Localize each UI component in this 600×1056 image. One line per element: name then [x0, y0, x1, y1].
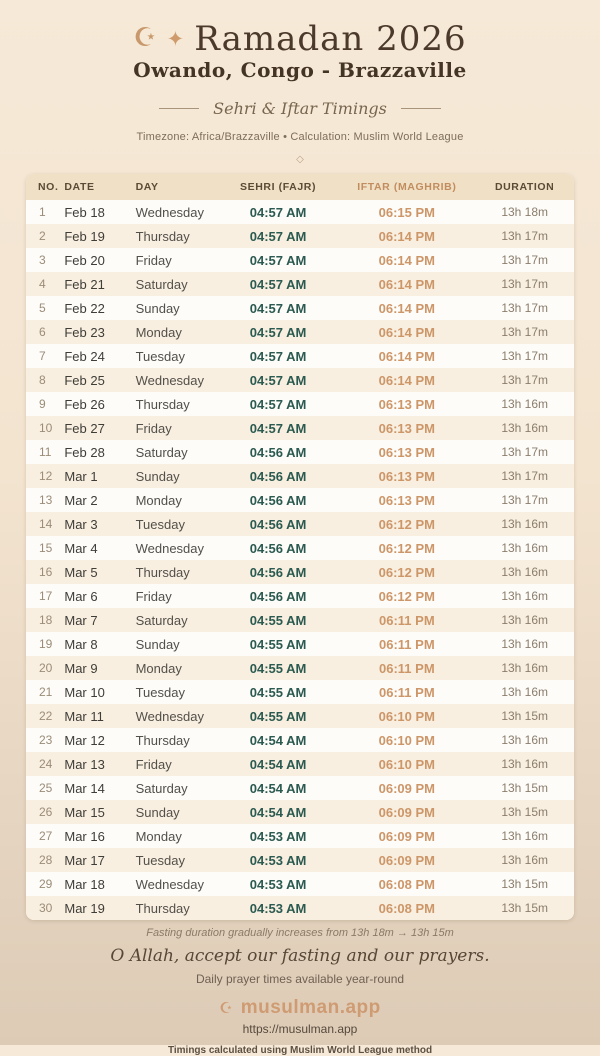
cell-sehri-time: 04:57 AM — [249, 396, 307, 412]
cell-duration: 13h 16m — [501, 661, 549, 675]
table-row — [26, 224, 574, 248]
cell-no: 25 — [39, 781, 53, 795]
brand-url[interactable]: https://musulman.app — [242, 1022, 358, 1036]
cell-no: 18 — [39, 613, 53, 627]
cell-no: 15 — [39, 541, 53, 555]
dua-text: O Allah, accept our fasting and our prayers. — [110, 946, 490, 966]
cell-no: 3 — [39, 253, 46, 267]
cell-sehri-time: 04:56 AM — [249, 468, 307, 484]
table-row — [26, 272, 574, 296]
cell-iftar-time: 06:14 PM — [378, 324, 436, 340]
cell-duration: 13h 17m — [501, 445, 549, 459]
cell-day: Monday — [135, 660, 182, 676]
cell-sehri-time: 04:57 AM — [249, 372, 307, 388]
availability-note: Daily prayer times available year-round — [195, 972, 405, 986]
cell-date: Mar 17 — [64, 852, 105, 868]
cell-iftar-time: 06:09 PM — [378, 852, 436, 868]
cell-iftar-time: 06:14 PM — [378, 372, 436, 388]
cell-iftar-time: 06:10 PM — [378, 732, 436, 748]
table-row — [26, 464, 574, 488]
table-row — [26, 200, 574, 224]
cell-day: Friday — [135, 252, 172, 268]
table-row — [26, 368, 574, 392]
table-row — [26, 752, 574, 776]
cell-no: 12 — [39, 469, 53, 483]
cell-iftar-time: 06:11 PM — [379, 684, 435, 700]
cell-duration: 13h 15m — [501, 709, 549, 723]
table-row — [26, 776, 574, 800]
col-header-iftar: IFTAR (MAGHRIB) — [338, 174, 475, 200]
cell-sehri-time: 04:55 AM — [249, 660, 307, 676]
timings-table-header — [26, 174, 574, 200]
cell-sehri-time: 04:55 AM — [249, 612, 307, 628]
cell-sehri-time: 04:55 AM — [249, 684, 307, 700]
cell-no: 21 — [39, 685, 53, 699]
cell-iftar-time: 06:12 PM — [378, 588, 436, 604]
cell-sehri-time: 04:56 AM — [249, 540, 307, 556]
col-header-day: DAY — [136, 174, 218, 200]
cell-duration: 13h 16m — [501, 397, 549, 411]
cell-duration: 13h 17m — [501, 277, 549, 291]
cell-iftar-time: 06:13 PM — [378, 396, 436, 412]
cell-date: Mar 19 — [64, 900, 105, 916]
cell-duration: 13h 15m — [501, 901, 549, 915]
cell-date: Mar 7 — [64, 612, 98, 628]
cell-date: Mar 16 — [64, 828, 105, 844]
cell-iftar-time: 06:11 PM — [379, 636, 435, 652]
cell-no: 14 — [39, 517, 53, 531]
table-row — [26, 680, 574, 704]
cell-iftar-time: 06:09 PM — [378, 780, 436, 796]
cell-day: Thursday — [135, 228, 190, 244]
cell-iftar-time: 06:10 PM — [378, 756, 436, 772]
cell-duration: 13h 16m — [501, 637, 549, 651]
cell-sehri-time: 04:53 AM — [249, 876, 307, 892]
cell-date: Mar 3 — [64, 516, 98, 532]
cell-iftar-time: 06:14 PM — [378, 300, 436, 316]
cell-iftar-time: 06:14 PM — [378, 252, 436, 268]
cell-no: 6 — [39, 325, 46, 339]
table-row — [26, 584, 574, 608]
cell-iftar-time: 06:09 PM — [378, 804, 436, 820]
divider-line-left — [159, 108, 199, 109]
cell-no: 20 — [39, 661, 53, 675]
cell-date: Mar 18 — [64, 876, 105, 892]
cell-duration: 13h 17m — [501, 301, 549, 315]
table-row — [26, 704, 574, 728]
page-footer — [0, 927, 600, 1056]
cell-day: Thursday — [135, 564, 190, 580]
cell-sehri-time: 04:54 AM — [249, 780, 307, 796]
cell-iftar-time: 06:09 PM — [378, 828, 436, 844]
cell-day: Wednesday — [135, 540, 205, 556]
timings-table — [26, 174, 574, 920]
cell-sehri-time: 04:55 AM — [249, 636, 307, 652]
table-row — [26, 320, 574, 344]
cell-day: Thursday — [135, 900, 190, 916]
cell-duration: 13h 17m — [501, 253, 549, 267]
cell-sehri-time: 04:54 AM — [249, 732, 307, 748]
cell-iftar-time: 06:12 PM — [378, 516, 436, 532]
cell-sehri-time: 04:57 AM — [249, 324, 307, 340]
cell-sehri-time: 04:57 AM — [249, 204, 307, 220]
page-header — [0, 0, 600, 165]
cell-sehri-time: 04:57 AM — [249, 348, 307, 364]
cell-day: Sunday — [135, 636, 180, 652]
cell-no: 2 — [39, 229, 46, 243]
cell-duration: 13h 17m — [501, 229, 549, 243]
cell-duration: 13h 16m — [501, 589, 549, 603]
table-row — [26, 344, 574, 368]
divider-line-right — [401, 108, 441, 109]
cell-duration: 13h 16m — [501, 613, 549, 627]
cell-date: Feb 26 — [64, 396, 105, 412]
cell-duration: 13h 15m — [501, 781, 549, 795]
cell-day: Saturday — [135, 612, 188, 628]
cell-duration: 13h 16m — [501, 517, 549, 531]
cell-sehri-time: 04:56 AM — [249, 588, 307, 604]
cell-sehri-time: 04:55 AM — [249, 708, 307, 724]
table-row — [26, 440, 574, 464]
cell-no: 22 — [39, 709, 53, 723]
timings-card — [26, 174, 574, 920]
duration-trend-note: Fasting duration gradually increases from 13h 18m → 13h 15m — [146, 927, 454, 939]
cell-day: Monday — [135, 324, 182, 340]
cell-date: Mar 10 — [64, 684, 105, 700]
cell-no: 11 — [39, 445, 52, 459]
cell-iftar-time: 06:13 PM — [378, 444, 436, 460]
cell-iftar-time: 06:10 PM — [378, 708, 436, 724]
table-row — [26, 608, 574, 632]
table-row — [26, 728, 574, 752]
cell-sehri-time: 04:56 AM — [249, 444, 307, 460]
table-row — [26, 872, 574, 896]
cell-iftar-time: 06:14 PM — [378, 276, 436, 292]
cell-day: Friday — [135, 756, 172, 772]
brand-row — [0, 997, 600, 1019]
cell-duration: 13h 16m — [501, 685, 549, 699]
diamond-ornament-icon: ◇ — [296, 154, 304, 165]
cell-sehri-time: 04:57 AM — [249, 252, 307, 268]
cell-iftar-time: 06:14 PM — [378, 348, 436, 364]
calculation-method-note: Timings calculated using Muslim World League method — [167, 1045, 433, 1056]
cell-date: Mar 9 — [64, 660, 98, 676]
cell-date: Mar 13 — [64, 756, 105, 772]
cell-no: 9 — [39, 397, 46, 411]
cell-day: Sunday — [135, 804, 180, 820]
cell-iftar-time: 06:14 PM — [378, 228, 436, 244]
cell-no: 30 — [39, 901, 53, 915]
cell-duration: 13h 17m — [501, 373, 549, 387]
location-title: Owando, Congo - Brazzaville — [133, 58, 467, 82]
cell-duration: 13h 16m — [501, 541, 549, 555]
timings-table-body — [26, 200, 574, 920]
cell-day: Tuesday — [135, 684, 185, 700]
table-row — [26, 296, 574, 320]
cell-no: 8 — [39, 373, 46, 387]
cell-iftar-time: 06:13 PM — [378, 420, 436, 436]
cell-day: Thursday — [135, 396, 190, 412]
cell-sehri-time: 04:57 AM — [249, 276, 307, 292]
subtitle-divider — [0, 99, 600, 118]
table-row — [26, 392, 574, 416]
col-header-sehri: SEHRI (FAJR) — [218, 174, 339, 200]
title-row — [0, 19, 600, 59]
cell-sehri-time: 04:54 AM — [249, 804, 307, 820]
cell-sehri-time: 04:54 AM — [249, 756, 307, 772]
col-header-no: NO. — [26, 174, 64, 200]
cell-date: Feb 27 — [64, 420, 105, 436]
cell-duration: 13h 17m — [501, 469, 549, 483]
cell-sehri-time: 04:57 AM — [249, 300, 307, 316]
cell-day: Tuesday — [135, 852, 185, 868]
cell-no: 28 — [39, 853, 53, 867]
cell-duration: 13h 16m — [501, 829, 549, 843]
cell-duration: 13h 15m — [501, 805, 549, 819]
cell-no: 5 — [39, 301, 46, 315]
cell-sehri-time: 04:53 AM — [249, 828, 307, 844]
cell-day: Saturday — [135, 444, 188, 460]
cell-day: Saturday — [135, 780, 188, 796]
brand-name: musulman.app — [240, 997, 381, 1018]
cell-day: Saturday — [135, 276, 188, 292]
cell-day: Thursday — [135, 732, 190, 748]
cell-duration: 13h 18m — [501, 205, 549, 219]
cell-iftar-time: 06:15 PM — [378, 204, 436, 220]
cell-day: Monday — [135, 828, 182, 844]
page-title: Ramadan 2026 — [194, 19, 467, 59]
cell-no: 13 — [39, 493, 53, 507]
subtitle: Sehri & Iftar Timings — [213, 99, 387, 118]
cell-date: Feb 20 — [64, 252, 105, 268]
sparkle-icon: ✦ — [166, 27, 185, 51]
brand-crescent-icon: ☪ — [219, 1000, 233, 1017]
cell-no: 16 — [39, 565, 53, 579]
table-row — [26, 632, 574, 656]
cell-date: Mar 2 — [64, 492, 98, 508]
cell-no: 7 — [39, 349, 46, 363]
table-row — [26, 824, 574, 848]
cell-sehri-time: 04:56 AM — [249, 564, 307, 580]
cell-no: 17 — [39, 589, 53, 603]
cell-duration: 13h 15m — [501, 877, 549, 891]
table-row — [26, 536, 574, 560]
cell-no: 26 — [39, 805, 53, 819]
cell-date: Mar 15 — [64, 804, 105, 820]
cell-sehri-time: 04:57 AM — [249, 228, 307, 244]
cell-no: 4 — [39, 277, 46, 291]
cell-date: Mar 12 — [64, 732, 105, 748]
cell-duration: 13h 17m — [501, 493, 549, 507]
cell-date: Feb 18 — [64, 204, 105, 220]
cell-date: Feb 25 — [64, 372, 105, 388]
cell-no: 1 — [39, 205, 46, 219]
cell-sehri-time: 04:53 AM — [249, 852, 307, 868]
cell-date: Feb 22 — [64, 300, 105, 316]
cell-duration: 13h 16m — [501, 853, 549, 867]
cell-day: Sunday — [135, 468, 180, 484]
table-row — [26, 512, 574, 536]
table-row — [26, 656, 574, 680]
cell-day: Tuesday — [135, 348, 185, 364]
table-row — [26, 800, 574, 824]
cell-day: Wednesday — [135, 708, 205, 724]
col-header-date: DATE — [64, 174, 135, 200]
cell-duration: 13h 16m — [501, 565, 549, 579]
cell-day: Friday — [135, 588, 172, 604]
cell-date: Mar 1 — [64, 468, 98, 484]
cell-date: Mar 8 — [64, 636, 98, 652]
cell-no: 24 — [39, 757, 53, 771]
cell-iftar-time: 06:12 PM — [378, 540, 436, 556]
cell-date: Feb 23 — [64, 324, 105, 340]
cell-date: Feb 19 — [64, 228, 105, 244]
cell-date: Mar 11 — [64, 708, 104, 724]
col-header-duration: DURATION — [475, 174, 574, 200]
cell-duration: 13h 16m — [501, 421, 549, 435]
table-row — [26, 248, 574, 272]
table-row — [26, 416, 574, 440]
table-row — [26, 488, 574, 512]
table-row — [26, 896, 574, 920]
cell-date: Feb 21 — [64, 276, 105, 292]
cell-iftar-time: 06:13 PM — [378, 492, 436, 508]
cell-day: Friday — [135, 420, 172, 436]
cell-date: Mar 4 — [64, 540, 98, 556]
cell-sehri-time: 04:57 AM — [249, 420, 307, 436]
cell-duration: 13h 16m — [501, 757, 549, 771]
cell-iftar-time: 06:08 PM — [378, 876, 436, 892]
cell-day: Wednesday — [135, 372, 205, 388]
timezone-calculation-meta: Timezone: Africa/Brazzaville • Calculation: Muslim World League — [136, 131, 464, 143]
cell-no: 10 — [39, 421, 53, 435]
cell-iftar-time: 06:12 PM — [378, 564, 436, 580]
cell-sehri-time: 04:56 AM — [249, 516, 307, 532]
cell-no: 23 — [39, 733, 53, 747]
cell-sehri-time: 04:53 AM — [249, 900, 307, 916]
crescent-moon-icon: ☪ — [133, 22, 157, 52]
cell-no: 19 — [39, 637, 53, 651]
cell-date: Feb 28 — [64, 444, 105, 460]
cell-date: Mar 14 — [64, 780, 105, 796]
cell-iftar-time: 06:11 PM — [379, 660, 435, 676]
cell-date: Feb 24 — [64, 348, 105, 364]
cell-iftar-time: 06:11 PM — [379, 612, 435, 628]
cell-duration: 13h 16m — [501, 733, 549, 747]
cell-iftar-time: 06:13 PM — [378, 468, 436, 484]
cell-day: Monday — [135, 492, 182, 508]
cell-day: Wednesday — [135, 876, 205, 892]
cell-date: Mar 5 — [64, 564, 98, 580]
cell-iftar-time: 06:08 PM — [378, 900, 436, 916]
table-row — [26, 848, 574, 872]
cell-day: Wednesday — [135, 204, 205, 220]
cell-day: Tuesday — [135, 516, 185, 532]
table-row — [26, 560, 574, 584]
cell-day: Sunday — [135, 300, 180, 316]
cell-no: 27 — [39, 829, 53, 843]
cell-sehri-time: 04:56 AM — [249, 492, 307, 508]
cell-duration: 13h 17m — [501, 325, 549, 339]
cell-no: 29 — [39, 877, 53, 891]
cell-date: Mar 6 — [64, 588, 98, 604]
cell-duration: 13h 17m — [501, 349, 549, 363]
